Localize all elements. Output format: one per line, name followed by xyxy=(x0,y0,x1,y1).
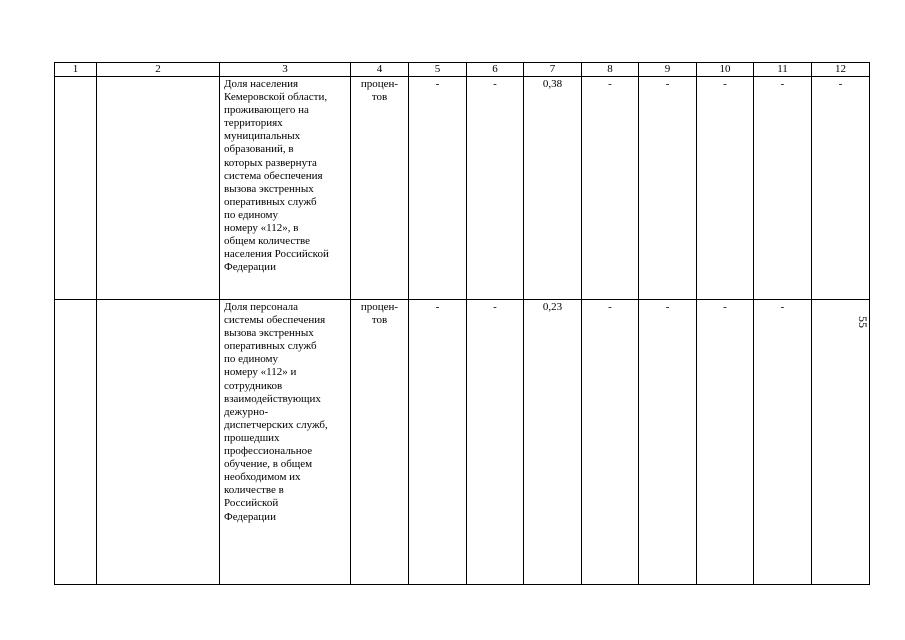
value-cell: - xyxy=(639,77,697,300)
header-cell: 1 xyxy=(55,63,97,77)
value-cell: - xyxy=(754,300,812,585)
value-cell: - xyxy=(467,77,524,300)
value-cell: 0,38 xyxy=(524,77,582,300)
table-row xyxy=(55,300,870,585)
unit-cell: процен- тов xyxy=(351,77,409,300)
value-cell: - xyxy=(697,77,754,300)
header-cell: 5 xyxy=(409,63,467,77)
header-cell: 11 xyxy=(754,63,812,77)
value-cell: - xyxy=(639,300,697,585)
value-cell: - xyxy=(754,77,812,300)
header-cell: 3 xyxy=(220,63,351,77)
unit-cell: процен- тов xyxy=(351,300,409,585)
indicators-table xyxy=(54,62,870,585)
header-cell: 4 xyxy=(351,63,409,77)
header-cell: 2 xyxy=(97,63,220,77)
page-number: 55 xyxy=(856,316,870,328)
header-cell: 12 xyxy=(812,63,870,77)
value-cell: - xyxy=(812,77,870,300)
row-name-cell xyxy=(97,77,220,300)
value-cell: - xyxy=(409,300,467,585)
row-name-cell xyxy=(97,300,220,585)
header-cell: 8 xyxy=(582,63,639,77)
header-cell: 9 xyxy=(639,63,697,77)
header-cell: 7 xyxy=(524,63,582,77)
table-row xyxy=(55,77,870,300)
value-cell: - xyxy=(409,77,467,300)
value-cell: - xyxy=(582,77,639,300)
value-cell xyxy=(812,300,870,585)
indicator-cell: Доля персонала системы обеспечения вызова экстренных оперативных служб по единому номеру «112» и сотрудников взаимодействующих дежурно- диспетчерских служб, прошедших профессиональное обучение, в общем необходимом их количестве в Российской Федерации xyxy=(220,300,351,585)
value-cell: - xyxy=(467,300,524,585)
value-cell: 0,23 xyxy=(524,300,582,585)
header-cell: 10 xyxy=(697,63,754,77)
header-cell: 6 xyxy=(467,63,524,77)
row-number-cell xyxy=(55,77,97,300)
indicator-cell: Доля населения Кемеровской области, проживающего на территориях муниципальных образований, в которых развернута система обеспечения вызова экстренных оперативных служб по единому номеру «112», в общем количестве населения Российской Федерации xyxy=(220,77,351,300)
row-number-cell xyxy=(55,300,97,585)
table-header-row xyxy=(55,63,870,77)
value-cell: - xyxy=(697,300,754,585)
value-cell: - xyxy=(582,300,639,585)
